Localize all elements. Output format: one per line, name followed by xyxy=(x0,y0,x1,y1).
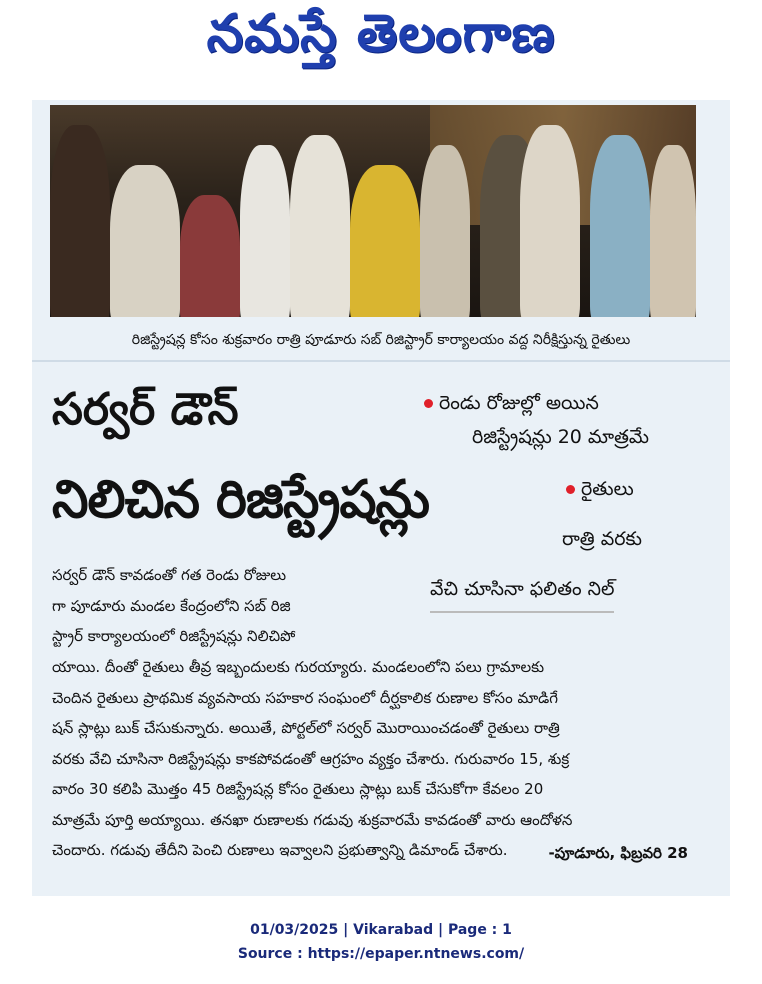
subheading-text: రైతులు xyxy=(581,478,634,500)
footer-source: Source : https://epaper.ntnews.com/ xyxy=(237,946,525,962)
photo-person xyxy=(180,195,240,317)
bullet-dot-icon xyxy=(566,485,575,494)
subheading-bullet-2-cont: రాత్రి వరకు xyxy=(562,528,642,550)
photo-person xyxy=(350,165,420,317)
photo-person xyxy=(420,145,470,317)
dateline: -పూడూరు, ఫిబ్రవరి 28 xyxy=(548,844,688,862)
subheading-bullet-1 xyxy=(424,392,599,419)
masthead xyxy=(0,4,762,76)
body-line: చెందారు. గడువు తేదీని పెంచి రుణాలు ఇవ్వాలని ప్రభుత్వాన్ని డిమాండ్ చేశారు. xyxy=(52,841,508,859)
body-line: యాయి. దీంతో రైతులు తీవ్ర ఇబ్బందులకు గురయ్యారు. మండలంలోని పలు గ్రామాలకు xyxy=(52,658,545,676)
newspaper-title: నమస్తే తెలంగాణ xyxy=(206,3,556,64)
photo-person xyxy=(240,145,290,317)
bullet-dot-icon xyxy=(424,399,433,408)
body-line: చెందిన రైతులు ప్రాథమిక వ్యవసాయ సహకార సంఘంలో దీర్ఘకాలిక రుణాల కోసం మాడిగే xyxy=(52,688,558,707)
subheading-bullet-1-cont: రిజిస్ట్రేషన్లు 20 మాత్రమే xyxy=(472,426,649,448)
article-body xyxy=(52,652,688,866)
photo-person xyxy=(110,165,180,317)
subheading-text: రెండు రోజుల్లో అయిన xyxy=(439,392,599,414)
photo-person xyxy=(650,145,696,317)
article-photo xyxy=(50,105,696,317)
body-line: సర్వర్ డౌన్ కావడంతో గత రెండు రోజులు xyxy=(52,566,287,584)
headline-line-2: నిలిచిన రిజిస్ట్రేషన్లు xyxy=(52,470,430,530)
photo-person xyxy=(520,125,580,317)
photo-person xyxy=(50,125,110,317)
photo-person xyxy=(590,135,650,317)
body-line: స్ట్రార్ కార్యాలయంలో రిజిస్ట్రేషన్లు నిలిచిపో xyxy=(52,627,296,645)
subheading-bullet-2 xyxy=(566,478,634,505)
footer-date-page: 01/03/2025 | Vikarabad | Page : 1 xyxy=(250,922,512,938)
body-line: మాత్రమే పూర్తి అయ్యాయి. తనఖా రుణాలకు గడువు శుక్రవారమే కావడంతో వారు ఆందోళన xyxy=(52,810,573,829)
article-body-intro xyxy=(52,560,688,652)
subheading-bullet-2-cont: వేచి చూసినా ఫలితం నిల్ xyxy=(430,578,614,613)
photo-caption: రిజిస్ట్రేషన్ల కోసం శుక్రవారం రాత్రి పూడూరు సబ్ రిజిస్ట్రార్ కార్యాలయం వద్ద నిరీక్షిస్తున్న రైతులు xyxy=(32,322,730,362)
photo-person xyxy=(290,135,350,317)
body-line: షన్ స్లాట్లు బుక్ చేసుకున్నారు. అయితే, పోర్టల్‌లో సర్వర్ మొరాయించడంతో రైతులు రాత్రి xyxy=(52,719,560,737)
body-line: వారం 30 కలిపి మొత్తం 45 రిజిస్ట్రేషన్ల కోసం రైతులు స్లాట్లు బుక్ చేసుకోగా కేవలం 20 xyxy=(52,780,544,798)
body-line: గా పూడూరు మండల కేంద్రంలోని సబ్ రిజి xyxy=(52,596,291,615)
body-line: వరకు వేచి చూసినా రిజిస్ట్రేషన్లు కాకపోవడంతో ఆగ్రహం వ్యక్తం చేశారు. గురువారం 15, శుక్ర xyxy=(52,749,570,768)
headline-line-1: సర్వర్ డౌన్ xyxy=(52,384,239,435)
